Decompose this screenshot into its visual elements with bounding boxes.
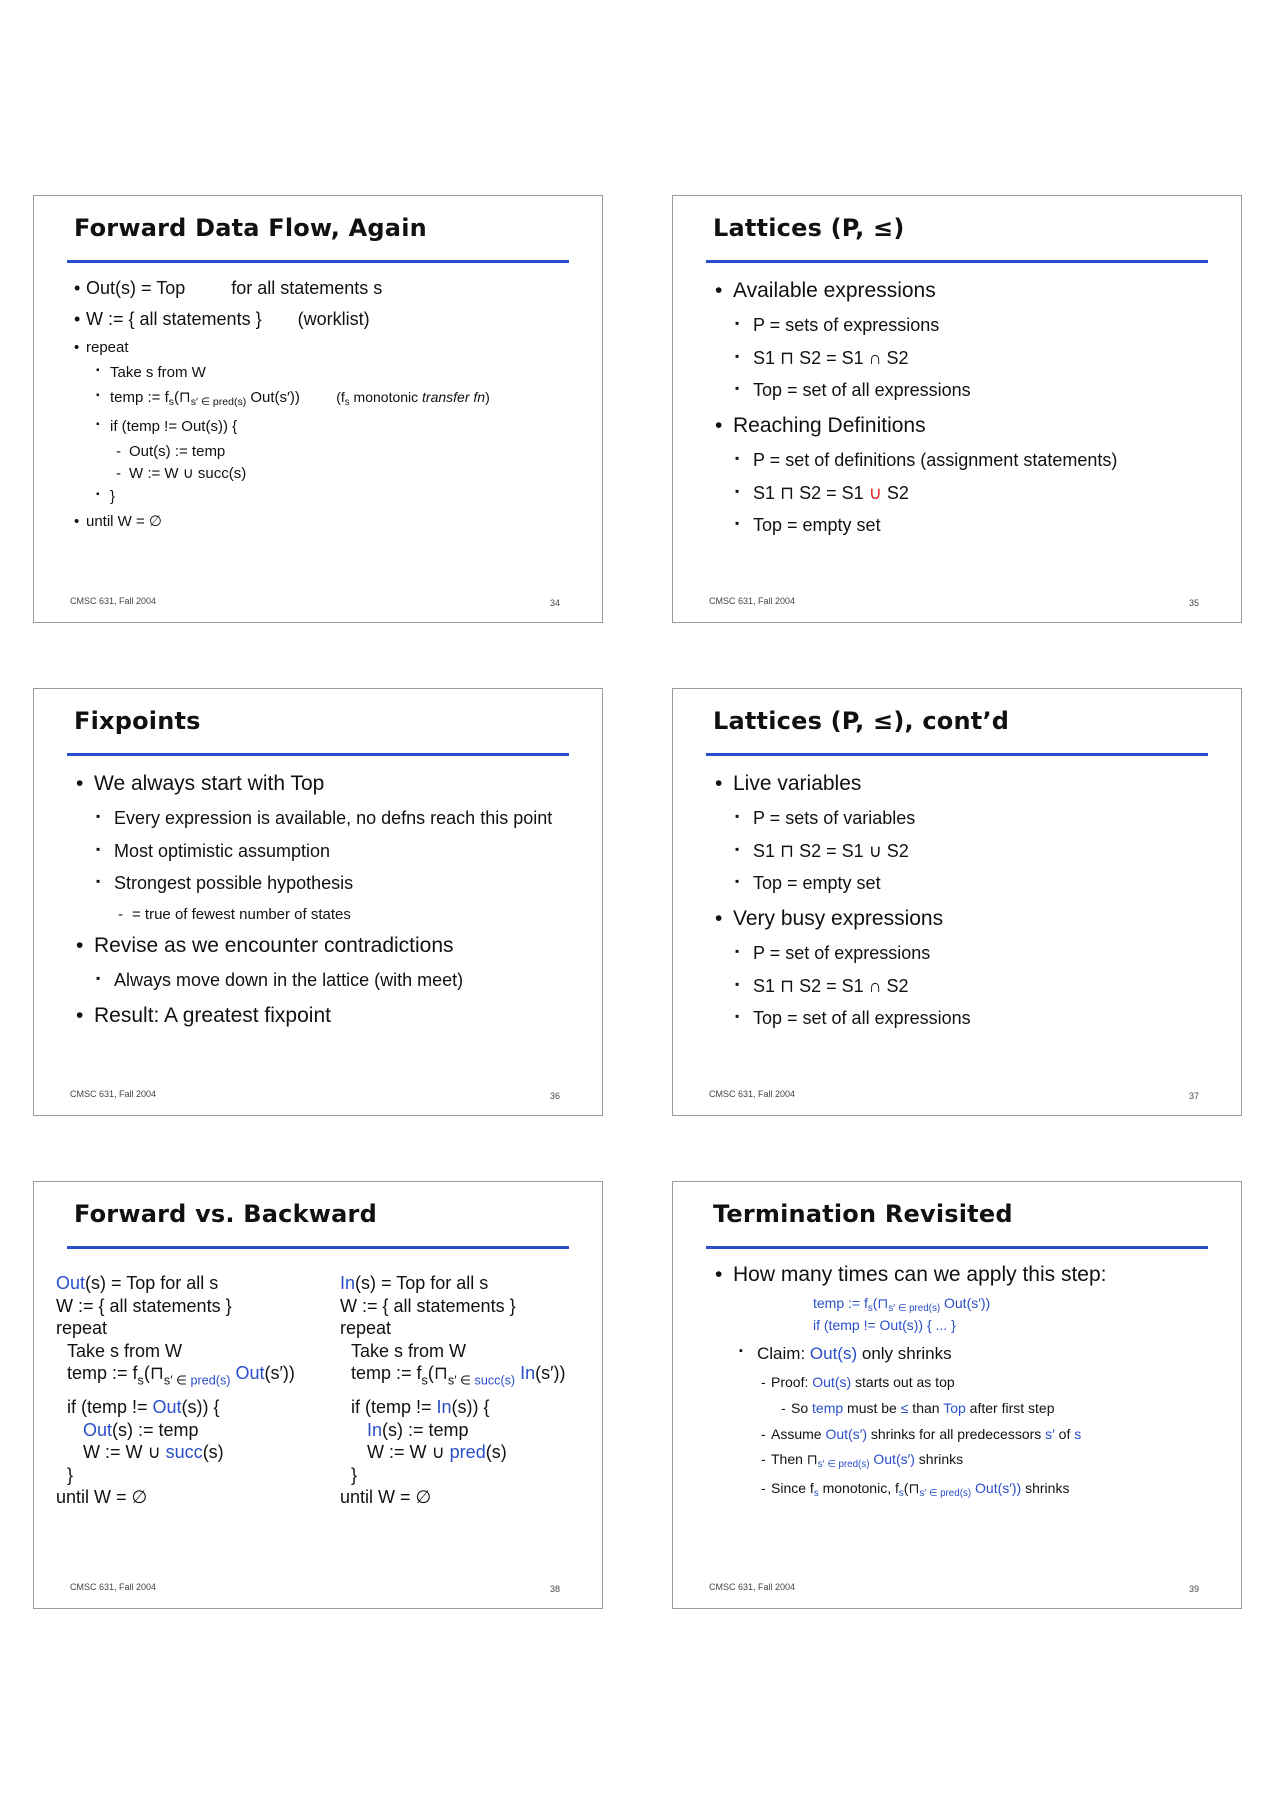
sub-sub-bullet: - Assume Out(s′) shrinks for all predecessors s′ of s (713, 1426, 1221, 1443)
footer: CMSC 631, Fall 2004 (709, 1089, 796, 1099)
sub-bullet (713, 873, 1221, 895)
subscript: s (344, 397, 350, 409)
sub-bullet (713, 976, 1221, 998)
slide-number: 36 (549, 1091, 560, 1101)
code-line: temp := $f_s(⊓_{s' \in pred(s)}$ Out(s′)) (813, 1295, 991, 1315)
subscript: s (168, 396, 175, 409)
text: Result: A greatest fixpoint (94, 1003, 331, 1027)
sub-bullet (74, 970, 582, 992)
footer: CMSC 631, Fall 2004 (709, 1582, 796, 1592)
text: Top = empty set (753, 515, 881, 536)
bullet (713, 906, 1221, 931)
text: repeat (86, 339, 129, 357)
slide-36 (33, 688, 603, 1116)
sub-sub-bullet: - Then $⊓_{s' \in pred(s)}$ Out(s′) shrinks (713, 1451, 1221, 1471)
text: Most optimistic assumption (114, 840, 331, 861)
slide-number: 35 (1188, 598, 1199, 608)
text: = true of fewest number of states (132, 905, 351, 923)
slide-number: 38 (549, 1584, 560, 1594)
code-line: Take s from W (351, 1340, 467, 1361)
sub-bullet (74, 389, 582, 409)
sub-sub-bullet: - Proof: Out(s) starts out as top (713, 1374, 1221, 1391)
text: Out(s) = Top (86, 278, 186, 298)
text: Strongest possible hypothesis (114, 873, 354, 894)
title-rule (67, 753, 569, 756)
text: P = sets of expressions (753, 315, 940, 336)
text: transfer fn (422, 389, 486, 406)
bullet (74, 513, 582, 531)
code-line: } (67, 1464, 74, 1485)
subscript: s′ ∈ pred(s) (190, 396, 247, 409)
text: } (110, 487, 116, 505)
slide-38 (33, 1181, 603, 1609)
slide-body (713, 1262, 1221, 1509)
slide-number: 37 (1188, 1091, 1199, 1101)
code-line: Out(s) := temp (83, 1419, 199, 1440)
sub-sub-bullet: - So temp must be ≤ than Top after first step (713, 1400, 1221, 1417)
text: monotonic (349, 389, 423, 406)
slide-39 (672, 1181, 1242, 1609)
sub-bullet (74, 873, 582, 895)
sub-bullet (713, 808, 1221, 830)
sub-bullet (74, 808, 582, 830)
text: Out(s′)) (246, 389, 300, 407)
slide-title: Forward Data Flow, Again (74, 214, 427, 242)
bullet (713, 413, 1221, 438)
sub-bullet (713, 515, 1221, 537)
code-line: In(s) = Top for all s (340, 1273, 489, 1293)
code-line: W := W ∪ pred(s) (367, 1442, 507, 1463)
slide-title: Fixpoints (74, 707, 201, 735)
sub-bullet (74, 488, 582, 506)
code-line: temp := $f_s(⊓_{s' \in succ(s)}$ In(s′)) (351, 1363, 566, 1388)
text: S1 ⊓ S2 = S1 ∪ S2 (753, 840, 909, 861)
text: temp := f (110, 389, 169, 407)
text: for all statements s (231, 278, 383, 298)
text: W := W ∪ succ(s) (129, 464, 247, 482)
text: S1 ⊓ S2 = S1 (753, 482, 869, 503)
bullet (713, 1262, 1221, 1287)
text: until W = ∅ (86, 512, 163, 530)
text: Top = empty set (753, 873, 881, 894)
text: Very busy expressions (733, 906, 944, 930)
text: Revise as we encounter contradictions (94, 933, 454, 957)
slide-body (713, 771, 1221, 1041)
code-line: repeat (340, 1318, 392, 1338)
sub-bullet (713, 483, 1221, 505)
code-line: if (temp != Out(s)) { ... } (813, 1316, 956, 1333)
text: We always start with Top (94, 772, 325, 795)
sub-sub-bullet (74, 465, 582, 483)
sub-bullet (713, 450, 1221, 472)
text: Take s from W (110, 364, 206, 382)
sub-bullet (713, 841, 1221, 863)
text: S2 (881, 482, 909, 503)
code-line: W := { all statements } (56, 1295, 232, 1316)
highlight: ∪ (868, 482, 882, 503)
text: Reaching Definitions (733, 413, 926, 437)
slide-34 (33, 195, 603, 623)
bullet (74, 1003, 582, 1028)
text: Live variables (733, 772, 862, 795)
code-line: repeat (56, 1318, 108, 1338)
sub-sub-bullet (74, 906, 582, 924)
sub-bullet (713, 315, 1221, 337)
slide-body (74, 771, 582, 1040)
bullet (74, 339, 582, 357)
text: Always move down in the lattice (with meet) (114, 970, 464, 991)
footer: CMSC 631, Fall 2004 (70, 596, 157, 606)
slide-title: Lattices (P, ≤) (713, 214, 905, 242)
bullet (713, 278, 1221, 303)
text: Every expression is available, no defns reach this point (114, 808, 553, 829)
title-rule (706, 753, 1208, 756)
footer: CMSC 631, Fall 2004 (709, 596, 796, 606)
slide-body (74, 278, 582, 538)
sub-bullet (713, 1008, 1221, 1030)
sub-sub-bullet (74, 443, 582, 461)
code-line: In(s) := temp (367, 1419, 469, 1440)
sub-bullet (713, 380, 1221, 402)
code-line: if (temp != In(s)) { (351, 1397, 490, 1418)
text: P = set of definitions (assignment statements) (753, 450, 1118, 471)
slide-number: 34 (549, 598, 560, 608)
code-forward (56, 1272, 295, 1509)
code-line: Out(s) = Top for all s (56, 1273, 219, 1293)
sub-bullet: ▪ Claim: Out(s) only shrinks (713, 1344, 1221, 1364)
sub-bullet (713, 348, 1221, 370)
title-rule (706, 1246, 1208, 1249)
text: P = set of expressions (753, 943, 931, 964)
code-line: W := W ∪ succ(s) (83, 1442, 224, 1463)
sub-bullet (74, 841, 582, 863)
code-backward (340, 1272, 566, 1509)
slide-37 (672, 688, 1242, 1116)
text: P = sets of variables (753, 808, 916, 829)
text: S1 ⊓ S2 = S1 ∩ S2 (753, 975, 909, 996)
code-line: Take s from W (67, 1340, 183, 1361)
sub-bullet (713, 943, 1221, 965)
sub-bullet (74, 418, 582, 436)
text: Available expressions (733, 279, 936, 302)
slide-title: Forward vs. Backward (74, 1200, 377, 1228)
slide-title: Lattices (P, ≤), cont’d (713, 707, 1010, 735)
slide-title: Termination Revisited (713, 1200, 1013, 1228)
slide-35 (672, 195, 1242, 623)
bullet (713, 771, 1221, 796)
text: Top = set of all expressions (753, 380, 971, 401)
sub-bullet (74, 364, 582, 382)
code-line: } (351, 1464, 358, 1485)
text: S1 ⊓ S2 = S1 ∩ S2 (753, 347, 909, 368)
bullet (74, 771, 582, 796)
code-line: W := { all statements } (340, 1295, 516, 1316)
footer: CMSC 631, Fall 2004 (70, 1582, 157, 1592)
sub-sub-bullet: - Since $f_s$ monotonic, $f_s(⊓_{s' \in pred(s)}$ Out(s′)) shrinks (713, 1480, 1221, 1500)
text: ) (485, 389, 490, 406)
text: Top = set of all expressions (753, 1008, 971, 1029)
title-rule (67, 1246, 569, 1249)
text: (worklist) (297, 308, 370, 329)
footer: CMSC 631, Fall 2004 (70, 1089, 157, 1099)
title-rule (67, 260, 569, 263)
code-line: until W = ∅ (56, 1487, 148, 1508)
text: How many times can we apply this step: (733, 1263, 1107, 1286)
bullet (74, 933, 582, 958)
code-line: until W = ∅ (340, 1487, 432, 1508)
bullet (74, 278, 582, 300)
text: W := { all statements } (86, 308, 262, 329)
code-line: temp := $f_s(⊓_{s' \in pred(s)}$ Out(s′)) (67, 1363, 295, 1388)
slide-body (713, 278, 1221, 548)
text: (f (336, 389, 345, 406)
title-rule (706, 260, 1208, 263)
text: (⊓ (174, 389, 191, 407)
text: Out(s) := temp (129, 442, 226, 460)
bullet (74, 309, 582, 331)
slide-number: 39 (1188, 1584, 1199, 1594)
text: if (temp != Out(s)) { (110, 417, 238, 435)
code-line: if (temp != Out(s)) { (67, 1397, 220, 1418)
